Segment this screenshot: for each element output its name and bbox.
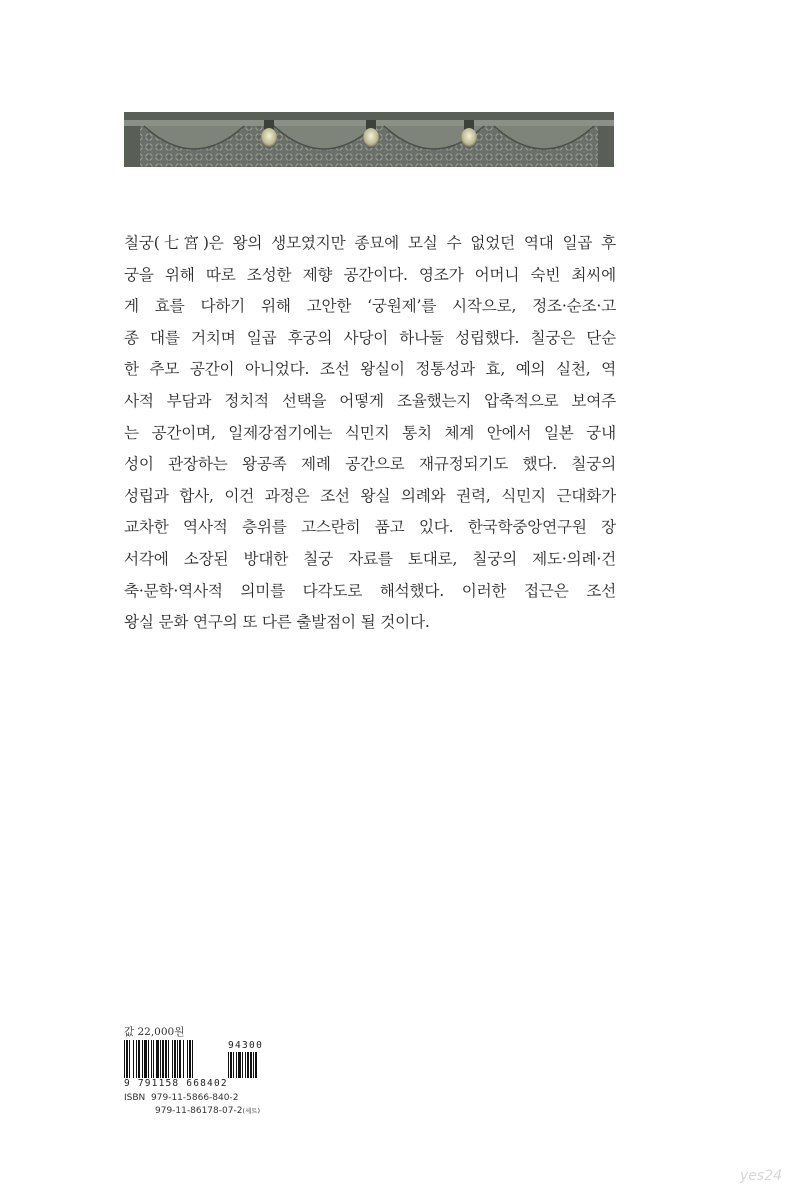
barcode-bar (144, 1040, 147, 1078)
barcode-bar (179, 1040, 181, 1078)
barcode-bar (138, 1040, 140, 1078)
description-line: 종 대를 거치며 일곱 후궁의 사당이 하나둘 성립했다. 칠궁은 단순 (124, 328, 616, 347)
barcode-bar (142, 1040, 143, 1078)
barcode-bar (126, 1040, 128, 1078)
barcode-bar (174, 1040, 176, 1078)
isbn-set-row (124, 1105, 260, 1118)
barcode-main-digits: 9 791158 668402 (124, 1078, 228, 1089)
watermark-logo: yes24 (740, 1168, 783, 1184)
barcode-bar (168, 1040, 169, 1078)
price-label: 값 22,000원 (124, 1026, 185, 1038)
isbn-set-number: 979-11-86178-07-2 (155, 1106, 243, 1116)
description-line: 축·문학·역사적 의미를 다각도로 해석했다. 이러한 접근은 조선 (124, 581, 616, 600)
barcode-bar (165, 1040, 167, 1078)
barcode-addon-bar (233, 1052, 234, 1078)
barcode-bar (187, 1040, 188, 1078)
barcode-addon-bar (255, 1052, 257, 1078)
ornate-lattice-icon (124, 112, 614, 167)
book-description (124, 228, 616, 639)
barcode-addon-bar (230, 1052, 232, 1078)
description-line: 는 공간이며, 일제강점기에는 식민지 통치 체계 안에서 일본 궁내 (124, 423, 616, 442)
barcode-bar (177, 1040, 178, 1078)
barcode-bar (151, 1040, 152, 1078)
description-line: 사적 부담과 정치적 선택을 어떻게 조율했는지 압축적으로 보여주 (124, 391, 616, 410)
barcode-bar (124, 1040, 125, 1078)
barcode-addon-bar (250, 1052, 252, 1078)
ornate-banner-image (124, 112, 614, 167)
description-line: 성립과 합사, 이건 과정은 조선 왕실 의례와 권력, 식민지 근대화가 (124, 486, 616, 505)
description-line: 왕실 문화 연구의 또 다른 출발점이 될 것이다. (124, 613, 430, 632)
barcode-bar (148, 1040, 149, 1078)
isbn-label: ISBN (124, 1093, 146, 1103)
description-line: 게 효를 다하기 위해 고안한 ‘궁원제’를 시작으로, 정조·순조·고 (124, 297, 616, 316)
barcode-addon-bar (245, 1052, 246, 1078)
barcode-bar (153, 1040, 154, 1078)
description-line: 궁을 위해 따로 조성한 제향 공간이다. 영조가 어머니 숙빈 최씨에 (124, 265, 616, 284)
description-line: 서각에 소장된 방대한 칠궁 자료를 토대로, 칠궁의 제도·의례·건 (124, 549, 616, 568)
isbn-row (124, 1092, 260, 1105)
barcode-bar (162, 1040, 164, 1078)
barcode-bar (156, 1040, 159, 1078)
barcode-addon-bar (247, 1052, 249, 1078)
description-line: 성이 관장하는 왕공족 제례 공간으로 재규정되기도 했다. 칠궁의 (124, 455, 616, 474)
barcode-bar (129, 1040, 130, 1078)
description-line: 교차한 역사적 층위를 고스란히 품고 있다. 한국학중앙연구원 장 (124, 518, 616, 537)
barcode-bar (136, 1040, 137, 1078)
barcode-addon-bar (238, 1052, 241, 1078)
barcode-addon-bar (236, 1052, 237, 1078)
barcode-bar (172, 1040, 173, 1078)
barcode-bar (133, 1040, 134, 1078)
barcode-addon-bar (253, 1052, 254, 1078)
isbn-set-note: (세트) (242, 1107, 261, 1115)
isbn-number: 979-11-5866-840-2 (151, 1093, 239, 1103)
barcode-addon-bar (242, 1052, 243, 1078)
isbn-block (124, 1092, 260, 1118)
barcode-bar (160, 1040, 161, 1078)
barcode-bar (192, 1040, 193, 1078)
description-line: 한 추모 공간이 아니었다. 조선 왕실이 정통성과 효, 예의 실천, 역 (124, 360, 616, 379)
barcode-addon-bar (228, 1052, 229, 1078)
barcode-addon-digits: 94300 (228, 1040, 264, 1051)
barcode-bar (183, 1040, 184, 1078)
description-line: 칠궁(七宮)은 왕의 생모였지만 종묘에 모실 수 없었던 역대 일곱 후 (124, 234, 616, 252)
barcode-bar (189, 1040, 191, 1078)
